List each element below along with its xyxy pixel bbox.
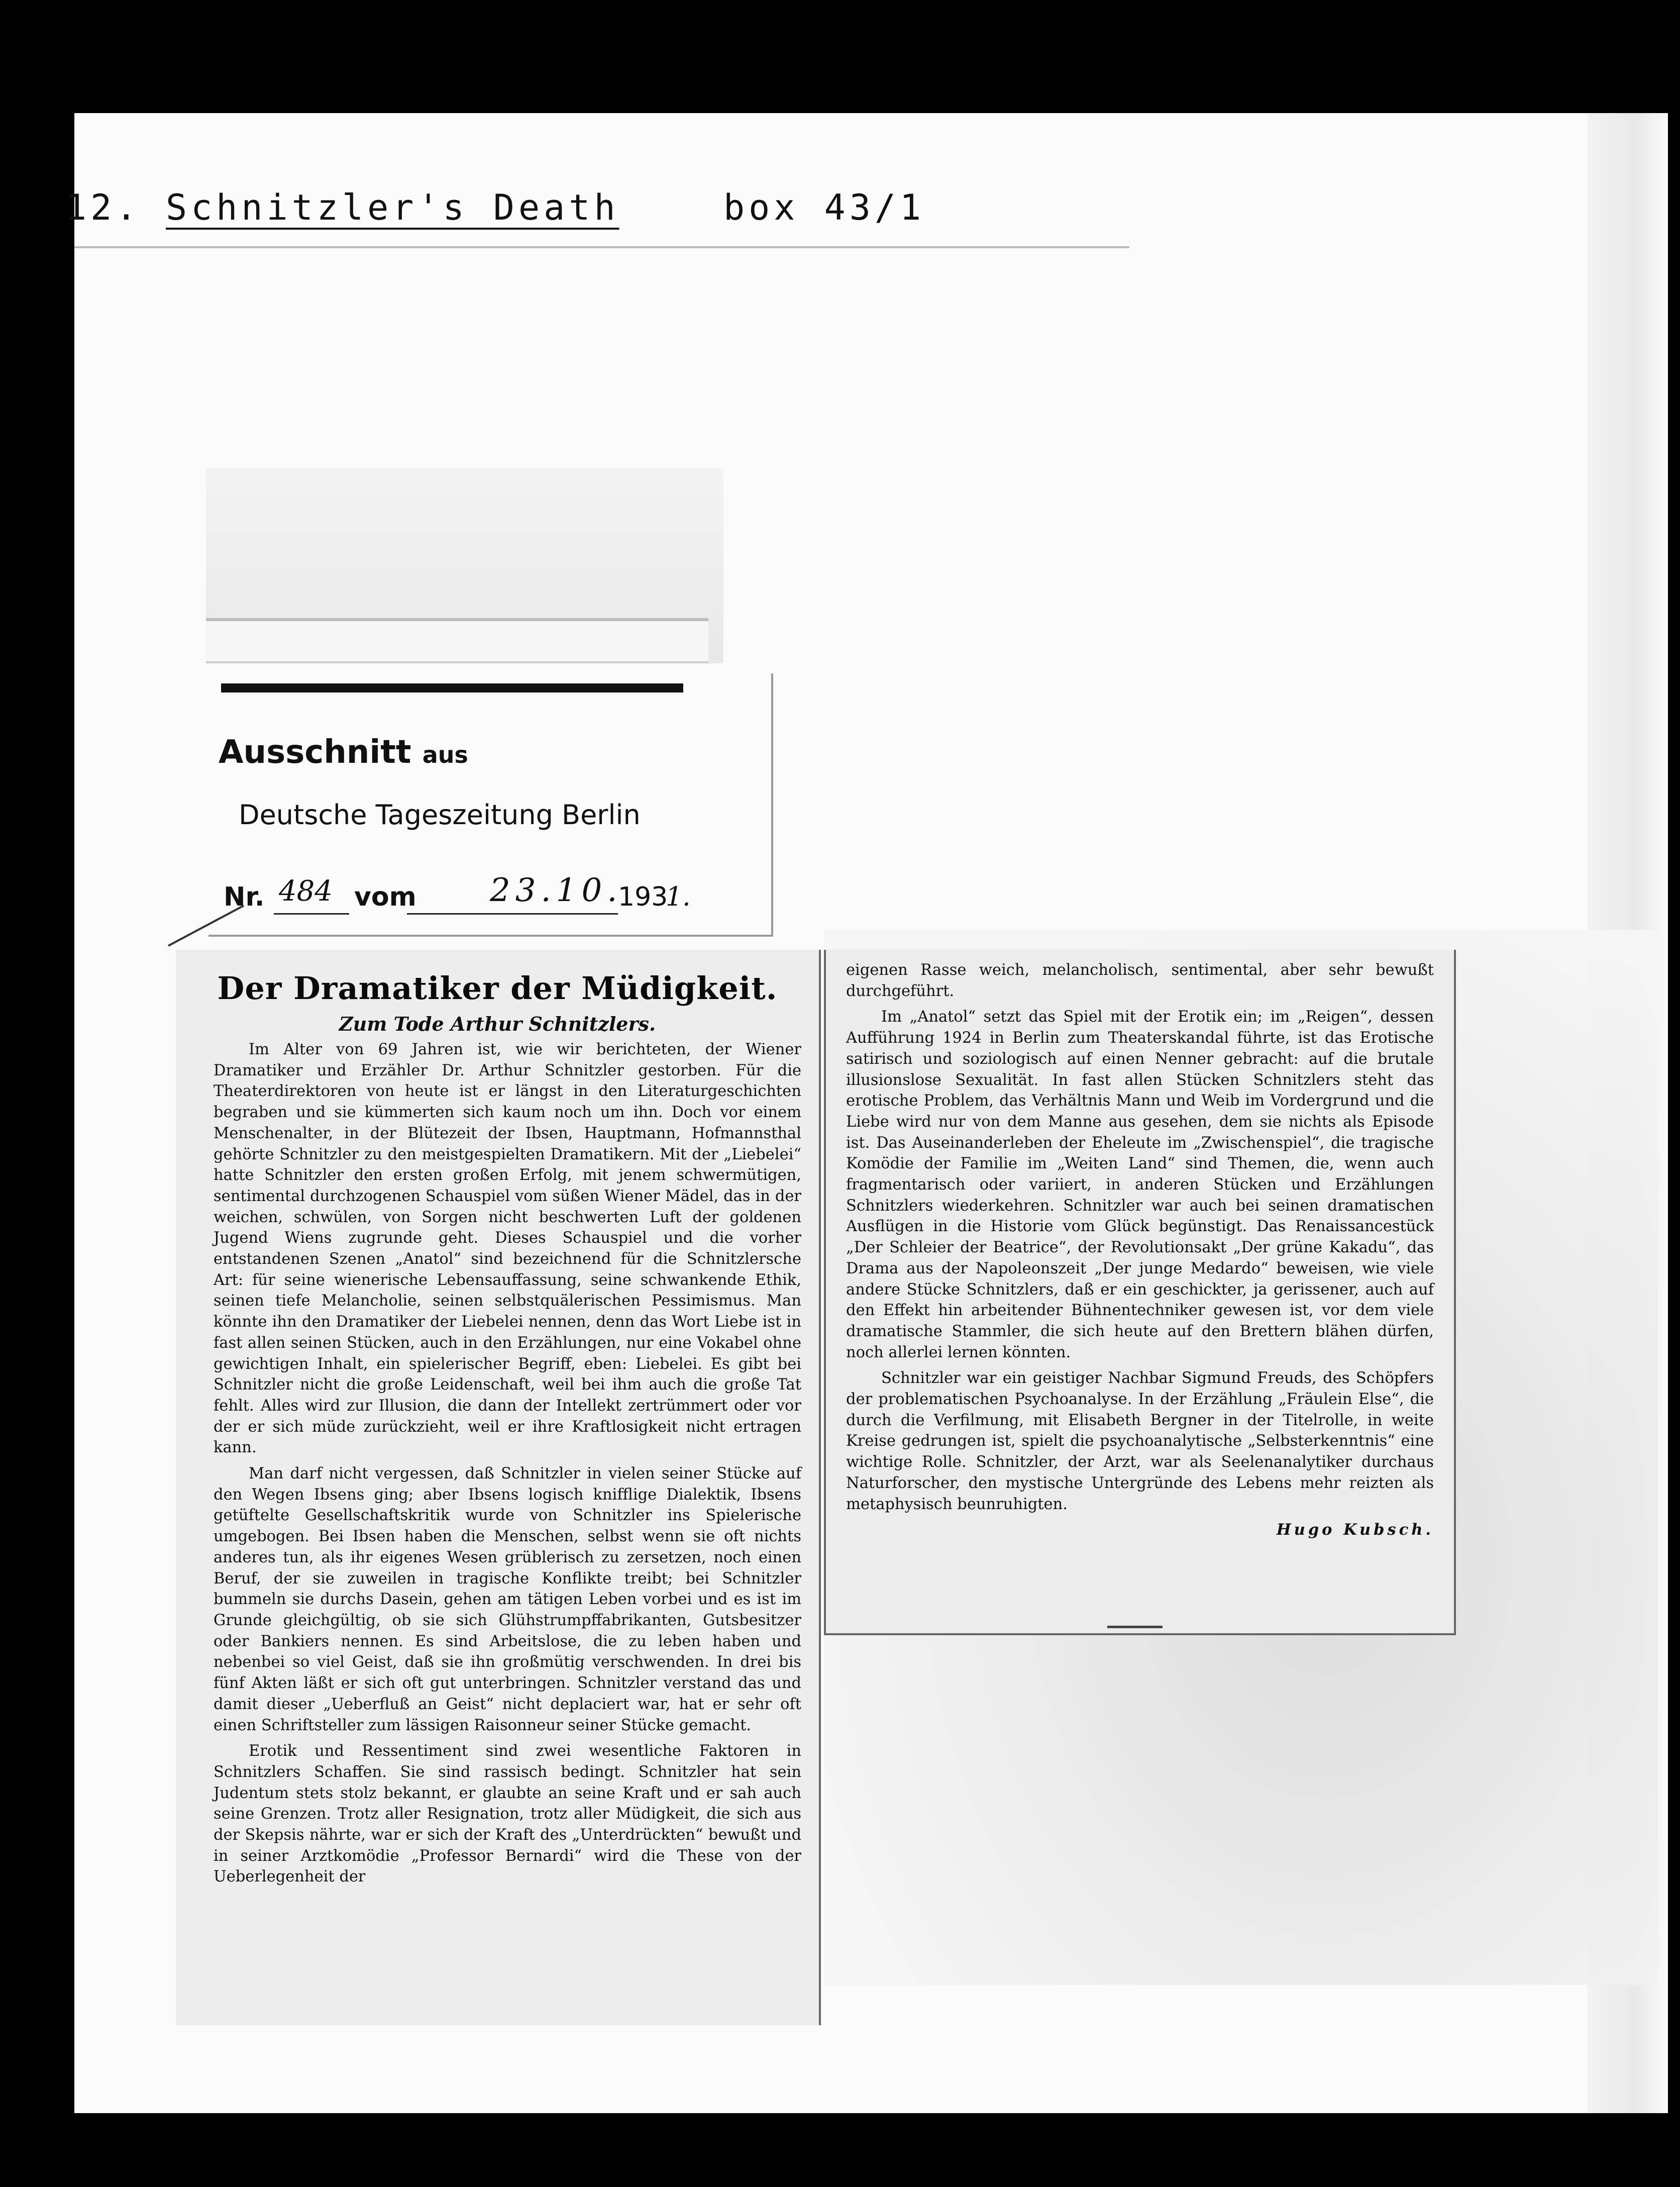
article-clipping-right [824,950,1456,1635]
slip-bar [221,683,683,692]
slip-label-aus: aus [422,741,468,768]
paragraph: Man darf nicht vergessen, daß Schnitzler in vielen seiner Stücke auf den Wegen Ibsens ging; aber Ibsens logisch knifflige Dialektik, Ibsens getüftelte Gesellschaftskritik wurde von Schnitzler ins Spielerische umgebogen. Bei Ibsen haben die Menschen, selbst wenn sie oft nichts anderes tun, als ihr eigenes Wesen grüblerisch zu zersetzen, noch einen Beruf, der sie zuweilen in tragische Konflikte treibt; bei Schnitzler bummeln sie durchs Dasein, gehen am tätigen Leben vorbei und es ist im Grunde gleichgültig, ob sie sich Glühstrumpffabrikanten, Gutsbesitzer oder Bankiers nennen. Es sind Arbeitslose, die zu leben haben und nebenbei so viel Geist, daß sie ihn großmütig verschwenden. In drei bis fünf Akten läßt er sich oft gut unterbringen. Schnitzler verstand das und damit dieser „Ueberfluß an Geist“ nicht deplaciert war, hat er sehr oft einen Schriftsteller zum lässigen Raisonneur seiner Stücke gemacht. [214,1465,801,1734]
year-prefix: 193 [618,882,668,912]
issue-line [219,872,761,922]
paragraph: Schnitzler war ein geistiger Nachbar Sigmund Freuds, des Schöpfers der problematischen Psychoanalyse. In der Erzählung „Fräulein Else“, die durch die Verfilmung, mit Elisabeth Bergner in der Titelrolle, in weite Kreise gedrungen ist, spielt die psychoanalytische „Selbsterkenntnis“ eine wichtige Rolle. Schnitzler, der Arzt, war als Seelenanalytiker durchaus Naturforscher, den mystische Untergründe des Lebens mehr reizten als metaphysisch beunruhigten. [846,1369,1434,1513]
nr-underline [274,913,349,915]
torn-paper-edge [206,618,708,663]
author-signature: Hugo Kubsch. [1276,1521,1434,1539]
slip-heading [219,734,468,771]
article-column-left [214,1039,801,1887]
end-rule [1107,1626,1163,1628]
paragraph: Im „Anatol“ setzt das Spiel mit der Erotik ein; im „Reigen“, dessen Aufführung 1924 in Berlin zum Theaterskandal führte, ist das Erotische satirisch und soziologisch auf einen Nenner gebracht: auf die brutale illusionslose Sexualität. In fast allen Stücken Schnitzlers steht das erotische Problem, das Verhältnis Mann und Weib im Vordergrund und die Liebe wird nur von dem Manne aus gesehen, dem sie nichts als Episode ist. Das Auseinanderleben der Eheleute im „Zwischenspiel“, die tragische Komödie der Familie im „Weiten Land“ sind Themen, die, wenn auch fragmentarisch oder variiert, in anderen Stücken und Erzählungen Schnitzlers wiederkehren. Schnitzler war auch bei seinen dramatischen Ausflügen in die Historie vom Glück begünstigt. Das Renaissancestück „Der Schleier der Beatrice“, der Revolutionsakt „Der grüne Kakadu“, das Drama aus der Napoleonszeit „Der junge Medardo“ beweisen, wie viele andere Stücke Schnitzlers, daß er ein geschickter, ja gerissener, auch auf den Effekt hin arbeitender Bühnentechniker gewesen ist, vor dem viele dramatische Stammler, die sich heute auf den Brettern blähen dürfen, noch allerlei lernen könnten. [846,1008,1434,1361]
article-headline: Der Dramatiker der Müdigkeit. [217,970,778,1007]
article-column-right [846,960,1434,1541]
slip-label-main: Ausschnitt [219,734,411,771]
torn-paper-strip [206,467,723,663]
nr-label: Nr. [224,882,265,912]
year-suffix: 1. [666,882,691,912]
header-rule [74,246,1129,248]
paragraph: eigenen Rasse weich, melancholisch, sentimental, aber sehr bewußt durchgeführt. [846,961,1434,1000]
article-subheadline: Zum Tode Arthur Schnitzlers. [339,1013,656,1035]
vom-label: vom [354,882,416,912]
folder-number: 12. [65,187,141,228]
paragraph: Im Alter von 69 Jahren ist, wie wir berichteten, der Wiener Dramatiker und Erzähler Dr. Arthur Schnitzler gestorben. Für die Theaterdirektoren von heute ist er längst in den Literaturgeschichten begraben und sie kümmerten sich kaum noch um ihn. Doch vor einem Menschenalter, in der Blütezeit der Ibsen, Hauptmann, Hofmannsthal gehörte Schnitzler zu den meistgespielten Dramatikern. Mit der „Liebelei“ hatte Schnitzler den ersten großen Erfolg, mit jenem schwermütigen, sentimental durchzogenen Schauspiel vom süßen Wiener Mädel, das in der weichen, schwülen, von Sorgen nicht beschwerten Luft der goldenen Jugend Wiens zugrunde geht. Dieses Schauspiel und die vorher entstandenen Szenen „Anatol“ sind bezeichnend für die Schnitzlersche Art: für seine wienerische Lebensauffassung, seine schwankende Ethik, seinen tiefe Melancholie, seinen selbstquälerischen Pessimismus. Man könnte ihn den Dramatiker der Liebelei nennen, denn das Wort Liebe ist in fast allen seinen Stücken, auch in den Erzählungen, nur eine Vokabel ohne gewichtigen Inhalt, ein spielerischer Begriff, eben: Liebelei. Es gibt bei Schnitzler nicht die große Leidenschaft, weil bei ihm auch die große Tat fehlt. Alles wird zur Illusion, die dann der Intellekt zertrümmert oder vor der er sich müde zurückzieht, weil er ihre Kraftlosigkeit nicht ertragen kann. [214,1041,801,1457]
folder-title: Schnitzler's Death [166,187,619,228]
issue-date: 23.10. [490,872,622,909]
box-label: box 43/1 [723,187,925,228]
issue-number: 484 [279,875,333,908]
paragraph: Erotik und Ressentiment sind zwei wesentliche Faktoren in Schnitzlers Schaffen. Sie sind rassisch bedingt. Schnitzler hat sein Judentum stets stolz bekannt, er glaubte an seine Kraft und er sah auch seine Grenzen. Trotz aller Resignation, trotz aller Müdigkeit, die sich aus der Skepsis nährte, war er sich der Kraft des „Unterdrückten“ bewußt und in seiner Arztkomödie „Professor Bernardi“ wird die These von der Ueberlegenheit der [214,1742,801,1886]
date-underline [407,913,618,915]
clipping-service-slip [208,673,773,937]
archive-header [65,187,970,232]
article-clipping-left [176,950,821,2025]
newspaper-name: Deutsche Tageszeitung Berlin [239,799,641,831]
